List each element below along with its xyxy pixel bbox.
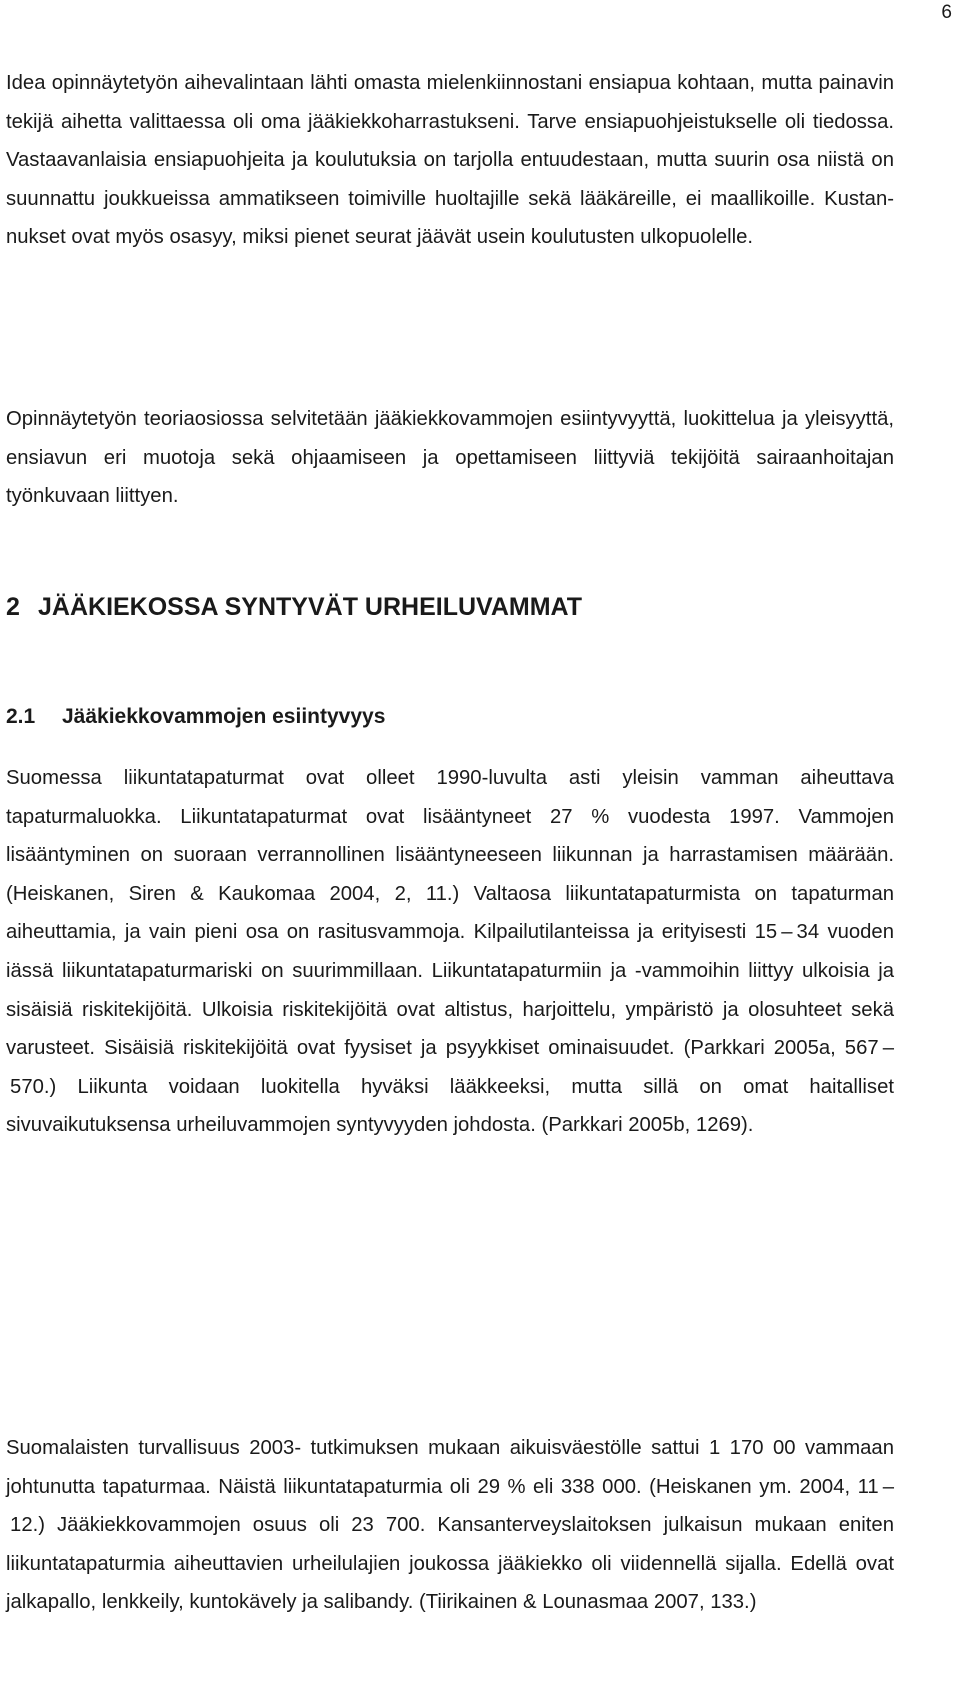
paragraph-theory-overview: Opinnäytetyön teoriaosiossa selvitetään jääkiekkovammojen esiintyvyyttä, luokittelua ja yleisyyttä, ensiavun eri muotoja sekä ohjaamiseen ja opettamiseen liittyviä tekijöitä sairaanhoitajan työnkuvaan liittyen. bbox=[6, 408, 894, 508]
paragraph-introduction: Idea opinnäytetyön aihevalintaan lähti omasta mielenkiinnostani ensiapua kohtaan, mutta painavin tekijä aihetta valittaessa oli oma jääkiekkoharrastukseni. Tarve ensiapuohjeistukselle oli tiedossa. Vastaavanlaisia ensiapuohjeita ja koulutuksia on tarjolla entuudestaan, mutta suurin osa niistä on suunnattu joukkueissa ammatikseen toimiville huoltajille sekä lääkäreille, ei maallikoille. Kustannukset ovat myös osasyy, miksi pienet seurat jäävät usein koulutusten ulkopuolelle. bbox=[6, 72, 894, 249]
chapter-title: JÄÄKIEKOSSA SYNTYVÄT URHEILUVAMMAT bbox=[38, 593, 583, 621]
section-heading bbox=[6, 704, 385, 730]
paragraph-safety-survey: Suomalaisten turvallisuus 2003- tutkimuksen mukaan aikuisväestölle sattui 1 170 00 vammaan johtunutta tapaturmaa. Näistä liikuntatapaturmia oli 29 % eli 338 000. (Heiskanen ym. 2004, 11 – 12.) Jääkiekkovammojen osuus oli 23 700. Kansanterveyslaitoksen julkaisun mukaan eniten liikuntatapaturmia aiheuttavien urheilulajien joukossa jääkiekko oli viidennellä sijalla. Edellä ovat jalkapallo, lenkkeily, kuntokävely ja salibandy. (Tiirikainen & Lounasmaa 2007, 133.) bbox=[6, 1437, 894, 1614]
chapter-heading bbox=[6, 592, 582, 622]
section-number: 2.1 bbox=[6, 705, 36, 728]
chapter-number: 2 bbox=[6, 593, 20, 621]
section-title: Jääkiekkovammojen esiintyvyys bbox=[62, 705, 386, 728]
paragraph-sports-injuries: Suomessa liikuntatapaturmat ovat olleet 1990-luvulta asti yleisin vamman aiheuttava tapaturmaluokka. Liikuntatapaturmat ovat lisääntyneet 27 % vuodesta 1997. Vammojen lisääntyminen on suoraan verrannollinen lisääntyneeseen liikunnan ja harrastamisen määrään. (Heiskanen, Siren & Kaukomaa 2004, 2, 11.) Valtaosa liikuntatapaturmista on tapaturman aiheuttamia, ja vain pieni osa on rasitusvammoja. Kilpailutilanteissa ja erityisesti 15 – 34 vuoden iässä liikuntatapaturmariski on suurimmillaan. Liikuntatapaturmiin ja -vammoihin liittyy ulkoisia ja sisäisiä riskitekijöitä. Ulkoisia riskitekijöitä ovat altistus, harjoittelu, ympäristö ja olosuhteet sekä varusteet. Sisäisiä riskitekijöitä ovat fyysiset ja psyykkiset ominaisuudet. (Parkkari 2005a, 567 – 570.) Liikunta voidaan luokitella hyväksi lääkkeeksi, mutta sillä on omat haitalliset sivuvaikutuksensa urheiluvammojen syntyvyyden johdosta. (Parkkari 2005b, 1269). bbox=[6, 767, 894, 1137]
page-number: 6 bbox=[941, 2, 952, 23]
